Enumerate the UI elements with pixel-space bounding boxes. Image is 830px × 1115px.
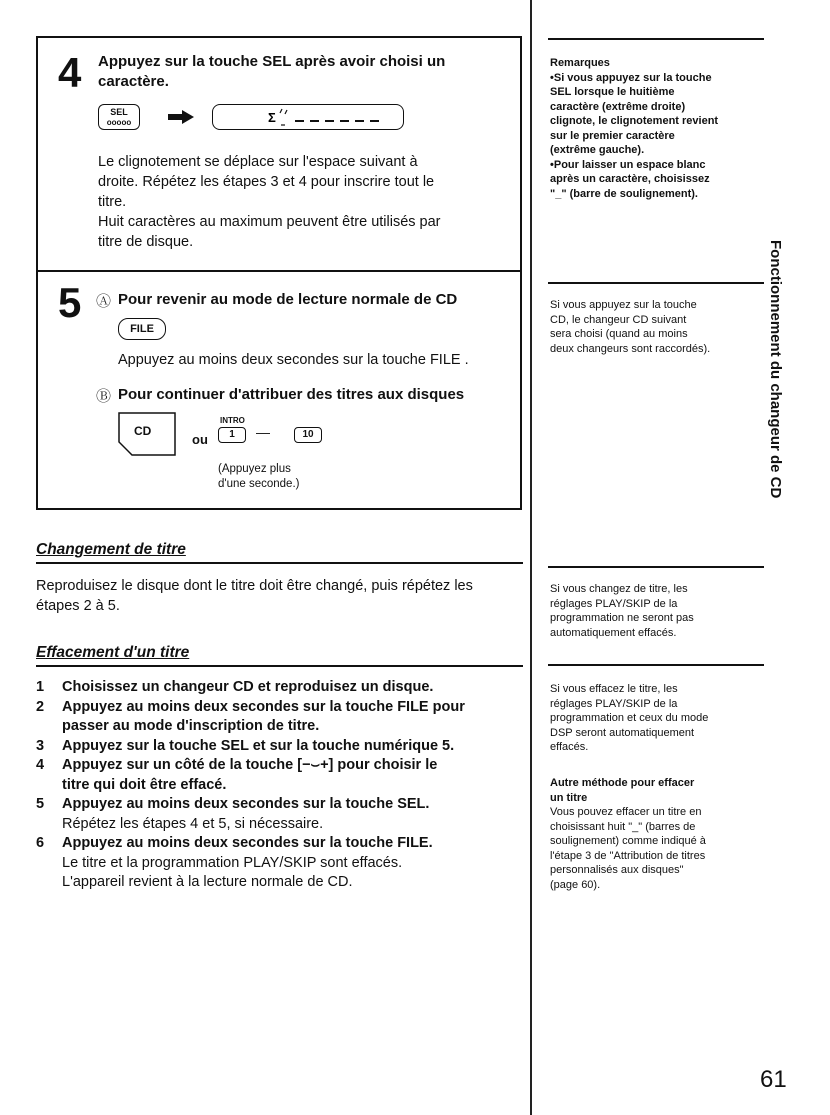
step-5b-title: Pour continuer d'attribuer des titres aux disques bbox=[118, 386, 465, 403]
section-1-body-line2: étapes 2 à 5. bbox=[36, 598, 120, 614]
note-rule bbox=[548, 282, 764, 284]
note-rule bbox=[548, 38, 764, 40]
note-line: Si vous effacez le titre, les bbox=[550, 683, 678, 695]
marker-a-icon: Ⓐ bbox=[96, 293, 112, 310]
press-note-line2: d'une seconde.) bbox=[218, 478, 300, 490]
step-4-number: 4 bbox=[58, 49, 82, 96]
note-line: automatiquement effacés. bbox=[550, 626, 677, 639]
marker-b-icon: Ⓑ bbox=[96, 388, 112, 405]
section-rule bbox=[36, 665, 523, 667]
blinking-cursor-display-icon bbox=[213, 105, 403, 129]
arrow-right-icon bbox=[168, 110, 194, 124]
list-item: 6 Appuyez au moins deux secondes sur la touche FILE. bbox=[36, 835, 433, 851]
section-heading-effacement: Effacement d'un titre bbox=[36, 644, 190, 661]
cd-key-note bbox=[550, 298, 765, 356]
note-line: réglages PLAY/SKIP de la bbox=[550, 597, 678, 610]
number-10-key-icon bbox=[294, 427, 322, 443]
number-1-key-label: 1 bbox=[229, 429, 235, 440]
press-note-line1: (Appuyez plus bbox=[218, 463, 291, 475]
note-line: programmation et ceux du mode bbox=[550, 712, 709, 724]
step-4-body-line: Le clignotement se déplace sur l'espace suivant à bbox=[98, 154, 418, 170]
step-4-body-line: Huit caractères au maximum peuvent être utilisés par bbox=[98, 214, 441, 230]
list-item: 2 Appuyez au moins deux secondes sur la touche FILE pour bbox=[36, 698, 465, 715]
list-item: Le titre et la programmation PLAY/SKIP sont effacés. bbox=[62, 854, 403, 871]
sel-key-icon bbox=[98, 104, 140, 130]
remarques-title: Remarques bbox=[550, 57, 610, 69]
note-line: Si vous changez de titre, les bbox=[550, 583, 688, 595]
step-4-body-line: titre de disque. bbox=[98, 234, 194, 250]
note-line: l'étape 3 de "Attribution de titres bbox=[550, 849, 706, 862]
alternative-method-title: un titre bbox=[550, 791, 588, 804]
list-item: 1 Choisissez un changeur CD et reproduisez un disque. bbox=[36, 679, 434, 695]
page-number: 61 bbox=[760, 1066, 787, 1093]
step-5a-title: Pour revenir au mode de lecture normale de CD bbox=[118, 291, 458, 308]
note-line: clignote, le clignotement revient bbox=[550, 115, 719, 127]
note-line: réglages PLAY/SKIP de la bbox=[550, 697, 678, 710]
note-line: SEL lorsque le huitième bbox=[550, 86, 675, 98]
note-line: sur le premier caractère bbox=[550, 129, 675, 142]
list-item: 3 Appuyez sur la touche SEL et sur la touche numérique 5. bbox=[36, 737, 455, 754]
note-rule bbox=[548, 664, 764, 666]
or-label: ou bbox=[192, 432, 208, 447]
step-4-body-line: droite. Répétez les étapes 3 et 4 pour inscrire tout le bbox=[98, 174, 435, 190]
sel-key-label: SEL bbox=[110, 107, 128, 117]
note-line: Si vous appuyez sur la touche bbox=[550, 299, 697, 311]
list-item: Répétez les étapes 4 et 5, si nécessaire. bbox=[62, 815, 324, 832]
note-line: programmation ne seront pas bbox=[550, 612, 694, 624]
step-4-body-line: titre. bbox=[98, 194, 127, 210]
file-key-icon bbox=[118, 318, 166, 340]
range-dash: — bbox=[256, 424, 270, 440]
number-10-key-label: 10 bbox=[302, 429, 314, 440]
list-item: passer au mode d'inscription de titre. bbox=[62, 718, 320, 734]
step-5a-body: Appuyez au moins deux secondes sur la touche FILE . bbox=[118, 352, 469, 368]
list-item: 4 Appuyez sur un côté de la touche [−⌣+] pour choisir le bbox=[36, 757, 438, 773]
note-line: personnalisés aux disques" bbox=[550, 864, 684, 876]
step-4-title-line1: Appuyez sur la touche SEL après avoir choisi un bbox=[98, 53, 446, 70]
step-5-number: 5 bbox=[58, 279, 82, 326]
note-line: Vous pouvez effacer un titre en bbox=[550, 806, 702, 818]
step-4-title-line2: caractère. bbox=[98, 73, 169, 90]
note-line: après un caractère, choisissez bbox=[550, 173, 710, 185]
list-item: titre qui doit être effacé. bbox=[62, 776, 227, 793]
note-line: choisissant huit "_" (barres de bbox=[550, 820, 696, 833]
note-line: (extrême gauche). bbox=[550, 144, 645, 156]
section-rule bbox=[36, 562, 523, 564]
display-panel-icon bbox=[212, 104, 404, 130]
note-line: deux changeurs sont raccordés). bbox=[550, 342, 711, 355]
alternative-method-title: Autre méthode pour effacer bbox=[550, 777, 695, 789]
sel-key-sublabel: ooooo bbox=[106, 118, 132, 127]
note-line: (page 60). bbox=[550, 878, 601, 891]
column-divider bbox=[530, 0, 532, 1115]
side-chapter-title bbox=[764, 240, 784, 510]
note-line: effacés. bbox=[550, 741, 589, 753]
note-line: "_" (barre de soulignement). bbox=[550, 187, 698, 200]
erase-note bbox=[550, 682, 765, 755]
note-line: CD, le changeur CD suivant bbox=[550, 313, 687, 326]
section-heading-changement: Changement de titre bbox=[36, 541, 186, 558]
title-change-note bbox=[550, 582, 765, 640]
note-line: caractère (extrême droite) bbox=[550, 100, 686, 113]
list-item: L'appareil revient à la lecture normale de CD. bbox=[62, 874, 353, 890]
note-line: •Pour laisser un espace blanc bbox=[550, 158, 706, 171]
intro-label: INTRO bbox=[220, 416, 245, 425]
cd-key-label: CD bbox=[134, 424, 152, 438]
note-line: soulignement) comme indiqué à bbox=[550, 835, 706, 847]
section-1-body-line1: Reproduisez le disque dont le titre doit être changé, puis répétez les bbox=[36, 578, 473, 594]
note-line: sera choisi (quand au moins bbox=[550, 328, 688, 340]
number-1-key-icon bbox=[218, 427, 246, 443]
list-item: 5 Appuyez au moins deux secondes sur la touche SEL. bbox=[36, 796, 430, 812]
side-chapter-title-text: Fonctionnement du changeur de CD bbox=[767, 240, 784, 499]
erase-steps-list bbox=[36, 678, 526, 893]
note-line: DSP seront automatiquement bbox=[550, 726, 695, 739]
note-line: •Si vous appuyez sur la touche bbox=[550, 71, 712, 84]
alternative-method-note bbox=[550, 776, 765, 892]
file-key-label: FILE bbox=[130, 323, 154, 335]
remarques-note bbox=[550, 56, 765, 201]
svg-text:Σ: Σ bbox=[268, 110, 276, 125]
step-4-body bbox=[98, 152, 508, 252]
step-divider bbox=[36, 270, 522, 272]
note-rule bbox=[548, 566, 764, 568]
